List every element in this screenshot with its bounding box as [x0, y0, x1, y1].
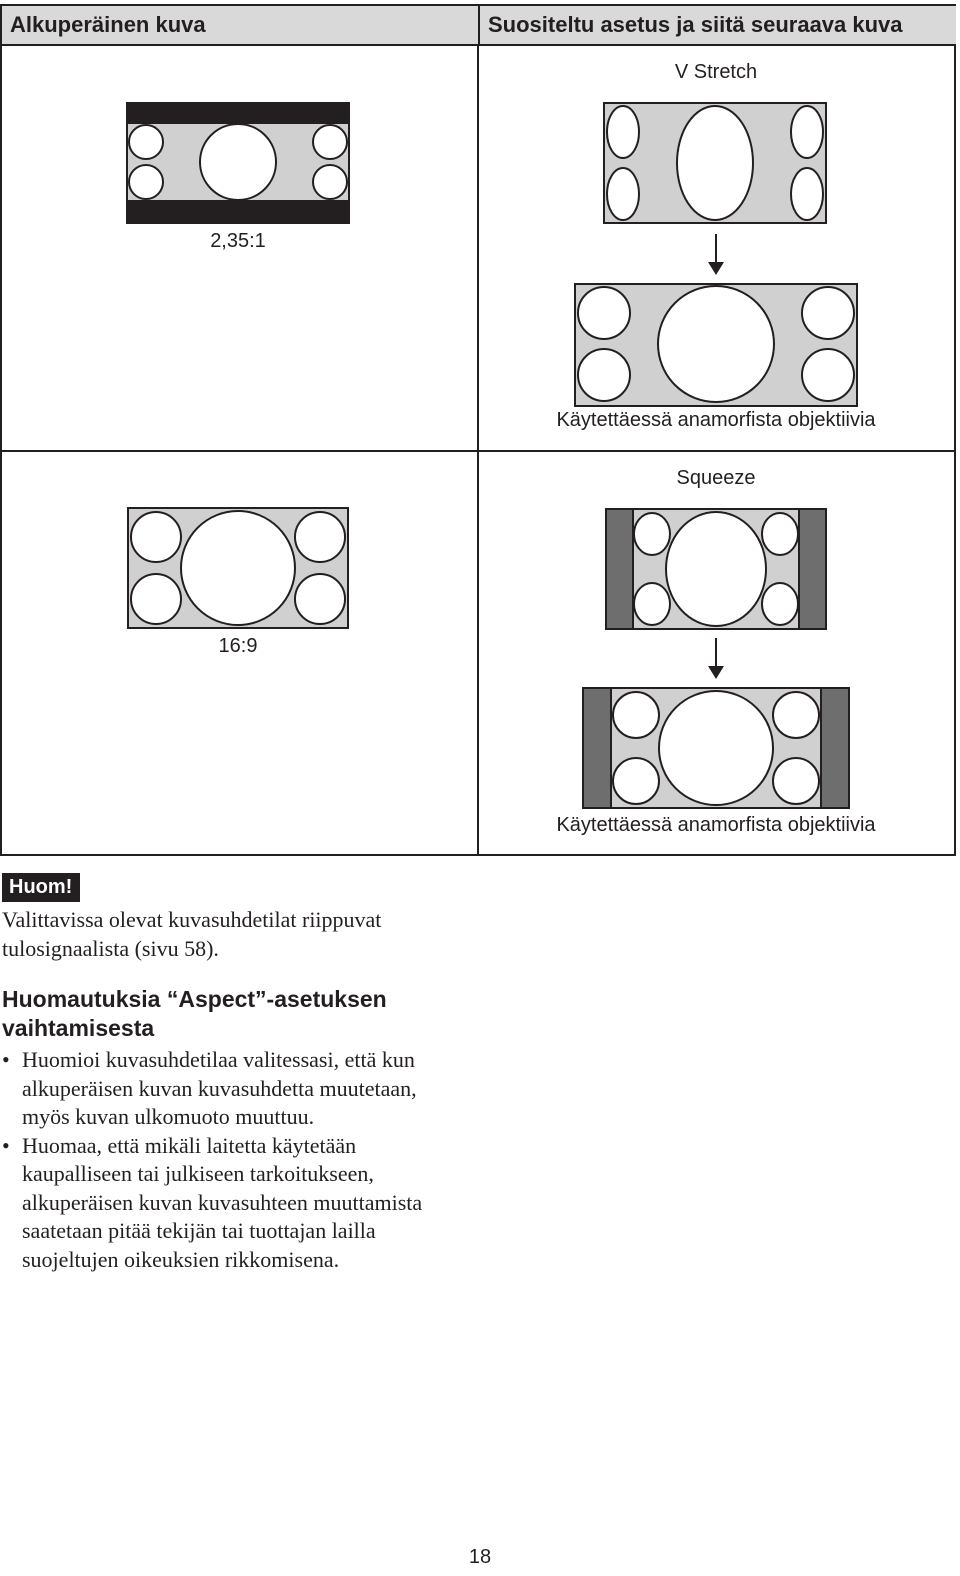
original-2-35-1-image: [125, 101, 351, 225]
down-arrow-icon: [705, 234, 727, 276]
v-stretch-anamorphic-image: [574, 283, 858, 407]
setting-label-v-stretch: V Stretch: [674, 61, 758, 83]
result-label-row1: Käytettäessä anamorfista objektiivia: [556, 409, 876, 431]
bullet-icon: •: [2, 1047, 10, 1072]
note-text: Valittavissa olevat kuvasuhdetilat riippuvat tulosignaalista (sivu 58).: [2, 907, 382, 961]
page-number: 18: [468, 1546, 492, 1568]
header-recommended-setting: Suositeltu asetus ja siitä seuraava kuva: [478, 6, 956, 46]
squeeze-anamorphic-image: [582, 687, 850, 809]
note-badge: Huom!: [2, 873, 80, 902]
header-original-image: Alkuperäinen kuva: [2, 6, 478, 46]
original-label-2-35-1: 2,35:1: [210, 230, 266, 252]
list-item: [2, 1046, 442, 1132]
squeeze-image: [605, 508, 827, 630]
down-arrow-icon: [705, 638, 727, 680]
result-label-row2: Käytettäessä anamorfista objektiivia: [556, 814, 876, 836]
bullet-text: Huomioi kuvasuhdetilaa valitessasi, että kun alkuperäisen kuvan kuvasuhdetta muutetaan, myös kuvan ulkomuoto muuttuu.: [22, 1047, 417, 1129]
setting-label-squeeze: Squeeze: [676, 467, 756, 489]
original-label-16-9: 16:9: [218, 635, 258, 657]
bullet-text: Huomaa, että mikäli laitetta käytetään kaupalliseen tai julkiseen tarkoitukseen, alkuperäisen kuvan kuvasuhteen muuttamista saatetaan pitää tekijän tai tuottajan lailla suojeltujen oikeuksien rikkomisena.: [22, 1132, 423, 1272]
row-divider: [2, 450, 954, 452]
bullet-list: [2, 1046, 442, 1274]
original-16-9-image: [127, 507, 349, 629]
section-heading: Huomautuksia “Aspect”-asetuksen vaihtamisesta: [2, 986, 387, 1041]
bullet-icon: •: [2, 1132, 10, 1158]
list-item: [2, 1132, 442, 1275]
v-stretch-image: [603, 102, 827, 224]
